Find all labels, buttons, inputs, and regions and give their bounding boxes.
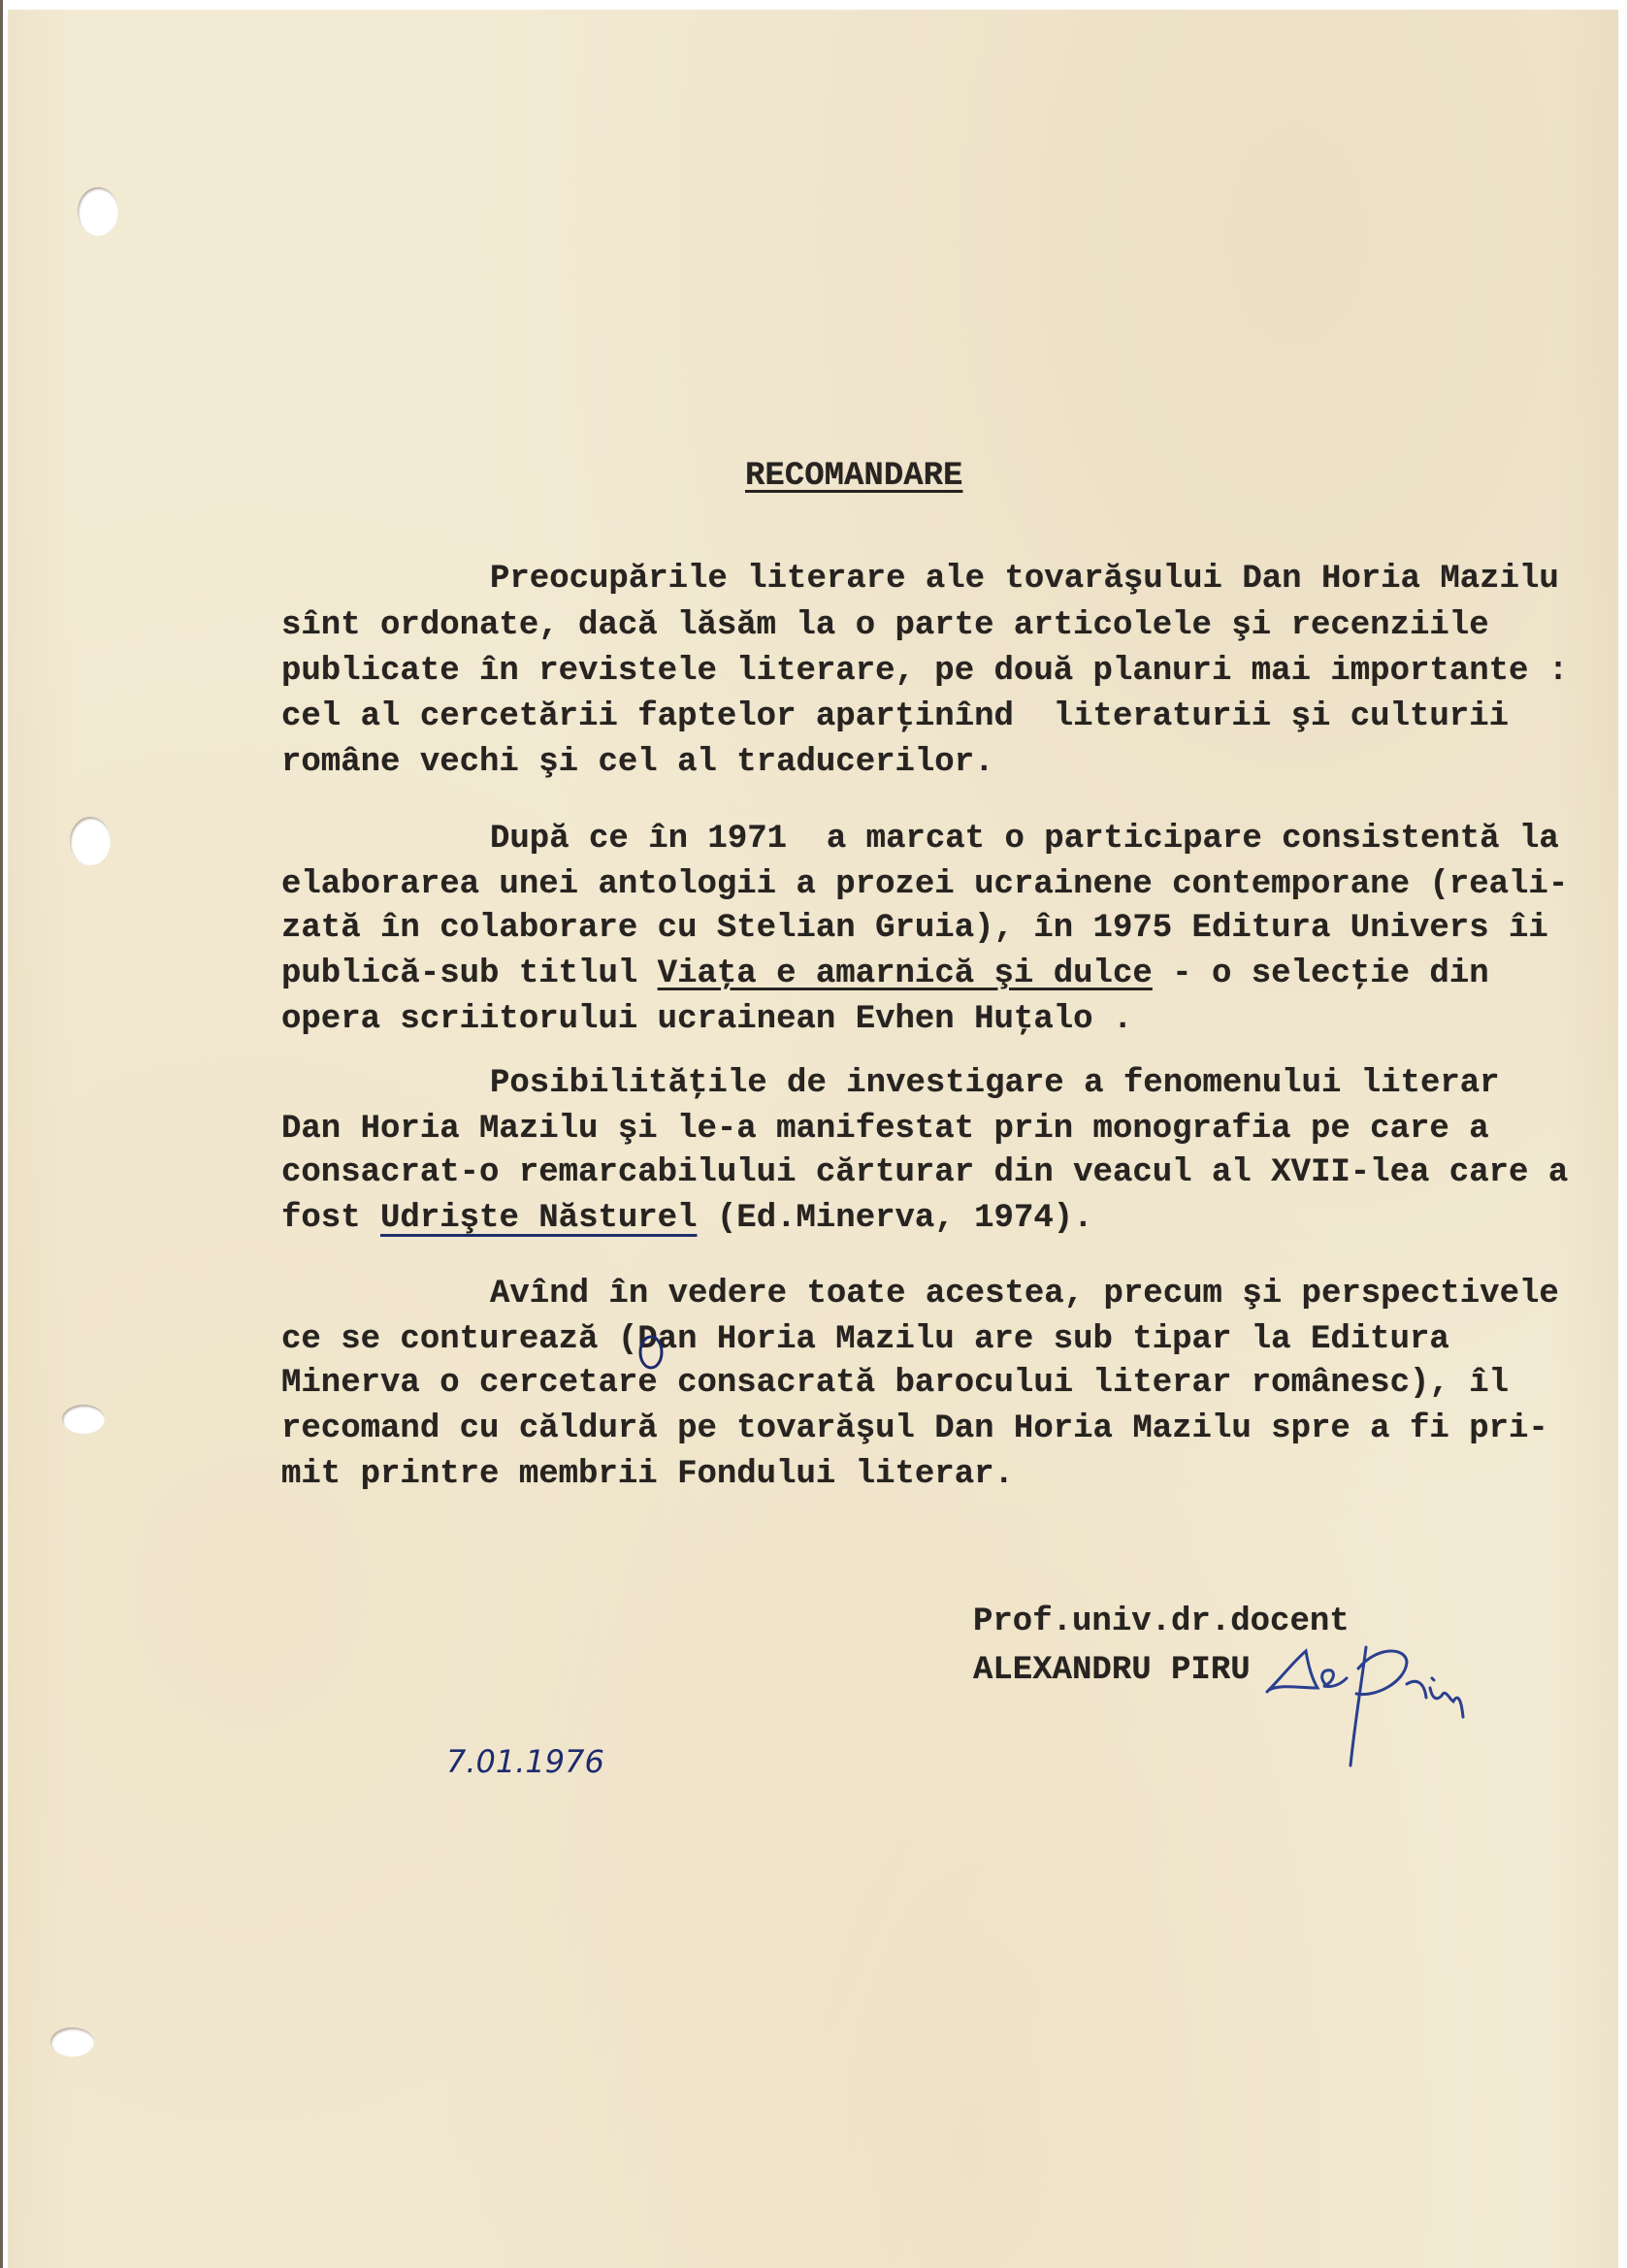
signatory-name: ALEXANDRU PIRU (973, 1652, 1251, 1689)
paragraph-1-line-4: cel al cercetării faptelor aparţinînd literaturii şi culturii (281, 698, 1510, 735)
line-text: (Ed.Minerva, 1974). (697, 1200, 1093, 1237)
book-title-underlined: Viaţa e amarnică şi dulce (657, 956, 1153, 992)
pen-correction-mark (634, 1329, 672, 1377)
paragraph-4-line-4: recomand cu căldură pe tovarăşul Dan Horia Mazilu spre a fi pri- (281, 1410, 1548, 1447)
punch-hole (78, 187, 118, 236)
paragraph-2-line-3: zată în colaborare cu Stelian Gruia), în 1975 Editura Univers îi (281, 910, 1548, 947)
name-underlined: Udrişte Năsturel (380, 1200, 698, 1237)
paragraph-4-line-5: mit printre membrii Fondului literar. (281, 1456, 1014, 1493)
scan-edge (0, 0, 3, 2268)
paragraph-3-line-1: Posibilităţile de investigare a fenomenului literar (490, 1065, 1500, 1102)
paragraph-2-line-5: opera scriitorului ucrainean Evhen Huţalo . (281, 1001, 1133, 1038)
paragraph-2-line-4 (281, 957, 1489, 990)
paragraph-3-line-2: Dan Horia Mazilu şi le-a manifestat prin monografia pe care a (281, 1111, 1489, 1148)
paragraph-3-line-3: consacrat-o remarcabilului cărturar din veacul al XVII-lea care a (281, 1154, 1569, 1191)
paragraph-2-line-2: elaborarea unei antologii a prozei ucrainene contemporane (reali- (281, 866, 1569, 903)
line-text: publică-sub titlul (281, 956, 658, 992)
paragraph-4-line-2: ce se conturează (Dan Horia Mazilu are sub tipar la Editura (281, 1321, 1449, 1358)
punch-hole (62, 1405, 105, 1434)
punch-hole (50, 2027, 94, 2057)
signatory-title: Prof.univ.dr.docent (973, 1604, 1350, 1640)
paragraph-4-line-3: Minerva o cercetare consacrată barocului literar românesc), îl (281, 1365, 1510, 1402)
document-title: RECOMANDARE (745, 458, 963, 495)
line-text: fost (281, 1200, 381, 1237)
paragraph-2-line-1: După ce în 1971 a marcat o participare consistentă la (490, 821, 1559, 858)
handwritten-signature (1261, 1639, 1572, 1775)
paragraph-4-line-1: Avînd în vedere toate acestea, precum şi perspectivele (490, 1276, 1559, 1312)
handwritten-date: 7.01.1976 (446, 1743, 604, 1780)
paragraph-1-line-5: române vechi şi cel al traducerilor. (281, 744, 994, 781)
punch-hole (70, 817, 111, 865)
paragraph-1-line-1: Preocupările literare ale tovarăşului Dan Horia Mazilu (490, 561, 1559, 598)
line-text: - o selecţie din (1152, 956, 1489, 992)
paragraph-1-line-3: publicate în revistele literare, pe două planuri mai importante : (281, 653, 1569, 690)
paragraph-3-line-4 (281, 1202, 1093, 1235)
paragraph-1-line-2: sînt ordonate, dacă lăsăm la o parte articolele şi recenziile (281, 607, 1489, 644)
